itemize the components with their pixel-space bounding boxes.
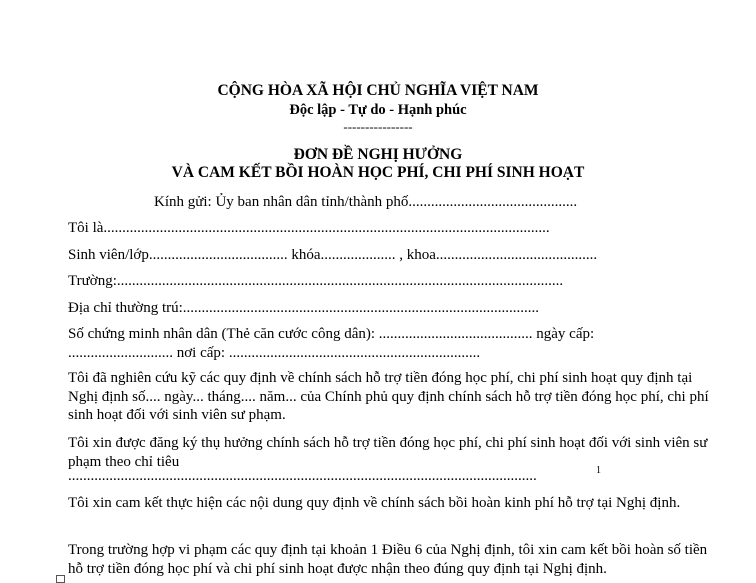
id-number-field: Số chứng minh nhân dân (Thẻ căn cước công dân): ......................................... ngày cấp: xyxy=(68,326,595,342)
student-class-field: Sinh viên/lớp..................................... khóa.................... , khoa........................................... xyxy=(68,247,598,263)
addressee-line: Kính gửi: Ủy ban nhân dân tỉnh/thành phố............................................. xyxy=(154,194,578,210)
paragraph-violation: Trong trường hợp vi phạm các quy định tại khoản 1 Điều 6 của Nghị định, tôi xin cam kết bồi hoàn số tiền hỗ trợ tiền đóng học phí và chi phí sinh hoạt được nhận theo đúng quy định tại Nghị định. xyxy=(68,542,708,577)
national-motto: Độc lập - Tự do - Hạnh phúc xyxy=(289,102,467,118)
move-handle-icon[interactable] xyxy=(56,575,65,583)
address-field: Địa chỉ thường trú:............................................................................................... xyxy=(68,300,540,316)
name-field: Tôi là....................................................................................................................... xyxy=(68,220,550,236)
paragraph-regulation-review: Tôi đã nghiên cứu kỹ các quy định về chính sách hỗ trợ tiền đóng học phí, chi phí sinh hoạt quy định tại Nghị định số.... ngày... tháng.... năm... của Chính phủ quy định chính sách hỗ trợ tiền đóng học phí, chi phí sinh hoạt đối với sinh viên sư phạm. xyxy=(68,370,709,423)
paragraph-commitment: Tôi xin cam kết thực hiện các nội dung quy định về chính sách bồi hoàn kinh phí hỗ trợ tại Nghị định. xyxy=(68,495,681,511)
header-separator: ---------------- xyxy=(343,119,413,134)
school-field: Trường:....................................................................................................................... xyxy=(68,273,564,289)
document-title-line2: VÀ CAM KẾT BỒI HOÀN HỌC PHÍ, CHI PHÍ SINH HOẠT xyxy=(171,164,585,181)
document-title-line1: ĐƠN ĐỀ NGHỊ HƯỞNG xyxy=(293,146,463,163)
country-name: CỘNG HÒA XÃ HỘI CHỦ NGHĨA VIỆT NAM xyxy=(217,82,539,99)
quota-dotted-line: ............................................................................................................................. xyxy=(68,468,537,484)
footnote-marker: 1 xyxy=(596,465,601,476)
paragraph-registration: Tôi xin được đăng ký thụ hưởng chính sách hỗ trợ tiền đóng học phí, chi phí sinh hoạt đối với sinh viên sư phạm theo chỉ tiêu xyxy=(68,435,708,470)
id-issue-place-field: ............................ nơi cấp: ................................................................... xyxy=(68,345,481,361)
